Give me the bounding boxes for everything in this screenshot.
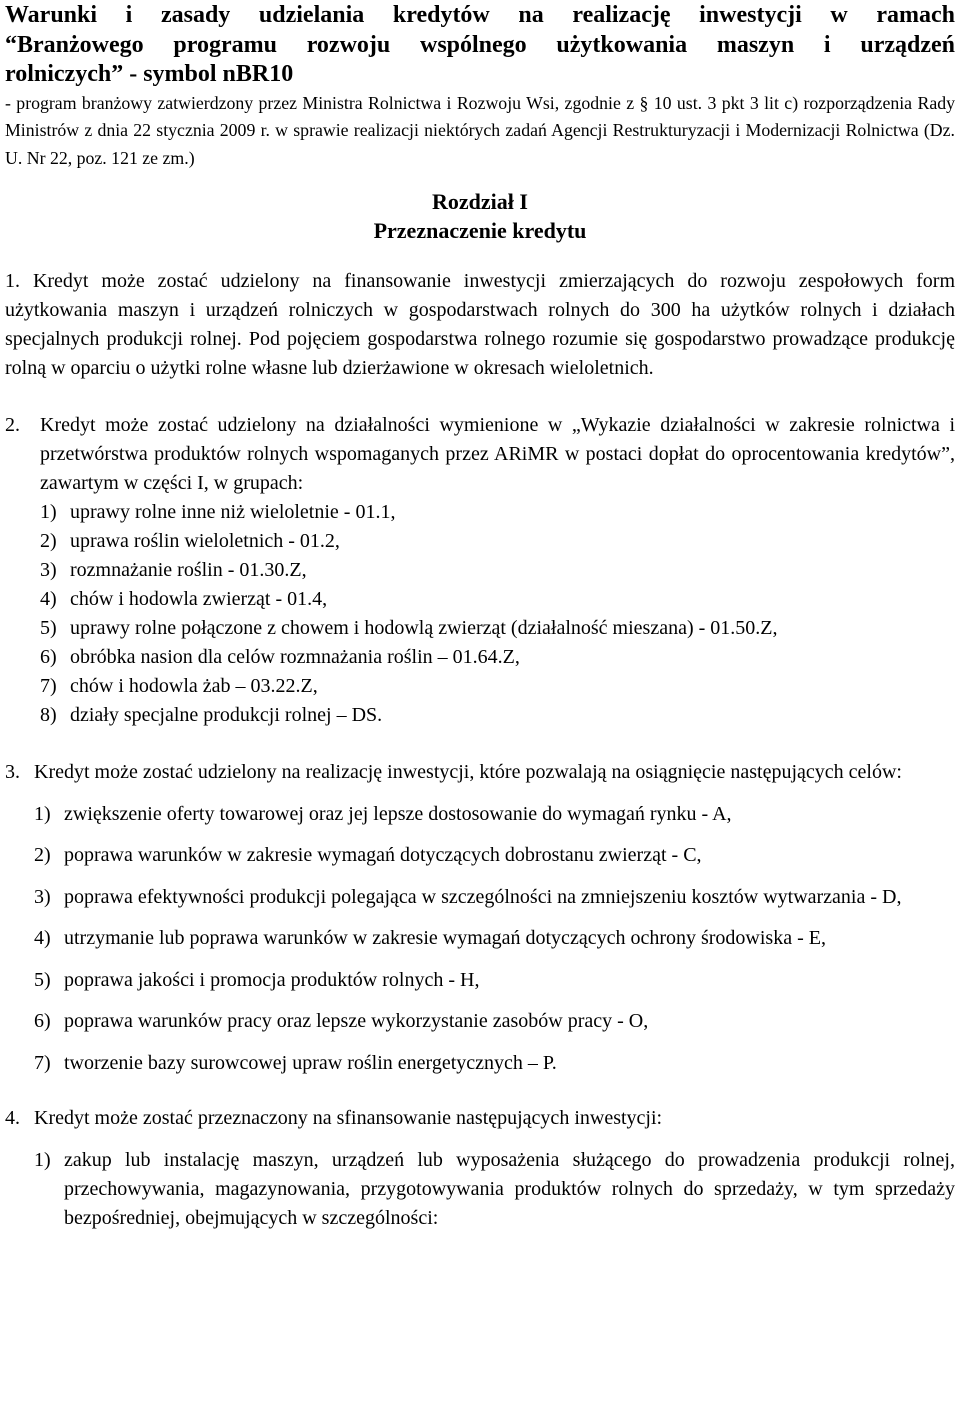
section-2 — [5, 411, 955, 730]
list-item — [40, 701, 955, 730]
list-item-number: 6) — [34, 1010, 51, 1032]
section-1-number: 1. — [5, 270, 20, 292]
list-item-number: 7) — [34, 1051, 51, 1074]
section-3-number: 3. — [5, 761, 20, 783]
chapter-title: Przeznaczenie kredytu — [373, 218, 587, 243]
list-item — [40, 672, 955, 701]
section-2-number: 2. — [5, 414, 20, 436]
section-3-list — [34, 800, 955, 1078]
list-item-number: 2) — [34, 844, 51, 866]
list-item-number: 3) — [40, 559, 57, 581]
list-item — [40, 527, 955, 556]
list-item — [40, 498, 955, 527]
list-item — [34, 1146, 955, 1233]
section-4-text: Kredyt może zostać przeznaczony na sfinansowanie następujących inwestycji: — [34, 1107, 663, 1129]
list-item-text: poprawa jakości i promocja produktów rolnych - H, — [64, 968, 480, 991]
list-item-number: 3) — [34, 885, 51, 908]
document-subtitle: - program branżowy zatwierdzony przez Ministra Rolnictwa i Rozwoju Wsi, zgodnie z § 10 ust. 3 pkt 3 lit c) rozporządzenia Rady Ministrów z dnia 22 stycznia 2009 r. w sprawie realizacji niektórych zadań Agencji Restrukturyzacji i Modernizacji Rolnictwa (Dz. U. Nr 22, poz. 121 ze zm.) — [5, 92, 955, 168]
list-item-text: zakup lub instalację maszyn, urządzeń lub wyposażenia służącego do prowadzenia produkcji rolnej, przechowywania, magazynowania, przygotowywania produktów rolnych do sprzedaży, w tym sprzedaży bezpośredniej, obejmujących w szczególności: — [64, 1148, 955, 1229]
list-item — [40, 643, 955, 672]
list-item-number: 2) — [40, 530, 57, 552]
document-title — [5, 0, 955, 90]
list-item-text: uprawa roślin wieloletnich - 01.2, — [70, 530, 340, 552]
section-4-number: 4. — [5, 1107, 20, 1129]
section-1-text: Kredyt może zostać udzielony na finansowanie inwestycji zmierzających do rozwoju zespołowych form użytkowania maszyn i urządzeń rolniczych w gospodarstwach rolnych do 300 ha użytków rolnych i działach specjalnych produkcji rolnej. Pod pojęciem gospodarstwa rolnego rozumie się gospodarstwo prowadzące produkcję rolną w oparciu o użytki rolne własne lub dzierżawione w okresach wieloletnich. — [5, 270, 956, 379]
document-page — [5, 0, 955, 1233]
list-item — [34, 883, 955, 912]
list-item-number: 4) — [34, 927, 51, 949]
section-2-text: Kredyt może zostać udzielony na działalności wymienione w „Wykazie działalności w zakresie rolnictwa i przetwórstwa produktów rolnych wspomaganych przez ARiMR w postaci dopłat do oprocentowania kredytów”, zawartym w części I, w grupach: — [40, 414, 955, 494]
chapter-number: Rozdział I — [432, 189, 528, 214]
list-item-number: 1) — [40, 501, 57, 523]
list-item-text: tworzenie bazy surowcowej upraw roślin energetycznych – P. — [64, 1051, 557, 1074]
list-item-number: 5) — [34, 968, 51, 991]
list-item-number: 1) — [34, 802, 51, 825]
list-item — [34, 1049, 955, 1078]
list-item-number: 8) — [40, 704, 57, 726]
list-item-text: działy specjalne produkcji rolnej – DS. — [70, 704, 383, 726]
list-item — [34, 924, 955, 953]
section-2-list — [40, 498, 955, 730]
list-item — [34, 966, 955, 995]
title-line-3: rolniczych” - symbol nBR10 — [5, 61, 294, 87]
section-4-list — [34, 1146, 955, 1233]
list-item-text: zwiększenie oferty towarowej oraz jej lepsze dostosowanie do wymagań rynku - A, — [64, 802, 732, 825]
section-3 — [5, 758, 955, 1090]
list-item-number: 6) — [40, 646, 57, 668]
section-3-text: Kredyt może zostać udzielony na realizację inwestycji, które pozwalają na osiągnięcie następujących celów: — [34, 761, 902, 783]
list-item-text: utrzymanie lub poprawa warunków w zakresie wymagań dotyczących ochrony środowiska - E, — [64, 927, 826, 949]
list-item-number: 5) — [40, 617, 57, 639]
list-item — [34, 841, 955, 870]
list-item-text: uprawy rolne połączone z chowem i hodowlą zwierząt (działalność mieszana) - 01.50.Z, — [70, 617, 778, 639]
section-4 — [5, 1104, 955, 1233]
list-item-text: poprawa warunków w zakresie wymagań dotyczących dobrostanu zwierząt - C, — [64, 844, 702, 866]
list-item-text: rozmnażanie roślin - 01.30.Z, — [70, 559, 307, 581]
title-line-1: Warunki i zasady udzielania kredytów na realizację inwestycji w ramach — [5, 2, 955, 28]
list-item-text: poprawa efektywności produkcji polegająca w szczególności na zmniejszeniu kosztów wytwarzania - D, — [64, 885, 902, 908]
list-item-text: chów i hodowla zwierząt - 01.4, — [70, 588, 328, 610]
list-item-text: chów i hodowla żab – 03.22.Z, — [70, 675, 318, 697]
list-item-text: poprawa warunków pracy oraz lepsze wykorzystanie zasobów pracy - O, — [64, 1010, 649, 1032]
list-item-number: 4) — [40, 588, 57, 610]
list-item-number: 7) — [40, 675, 57, 697]
list-item — [34, 1007, 955, 1036]
list-item — [34, 800, 955, 829]
list-item-text: uprawy rolne inne niż wieloletnie - 01.1, — [70, 501, 396, 523]
section-1 — [5, 267, 955, 383]
list-item-number: 1) — [34, 1148, 51, 1171]
list-item-text: obróbka nasion dla celów rozmnażania roślin – 01.64.Z, — [70, 646, 520, 668]
list-item — [40, 585, 955, 614]
title-line-2: “Branżowego programu rozwoju wspólnego użytkowania maszyn i urządzeń — [5, 31, 955, 58]
list-item — [40, 614, 955, 643]
list-item — [40, 556, 955, 585]
